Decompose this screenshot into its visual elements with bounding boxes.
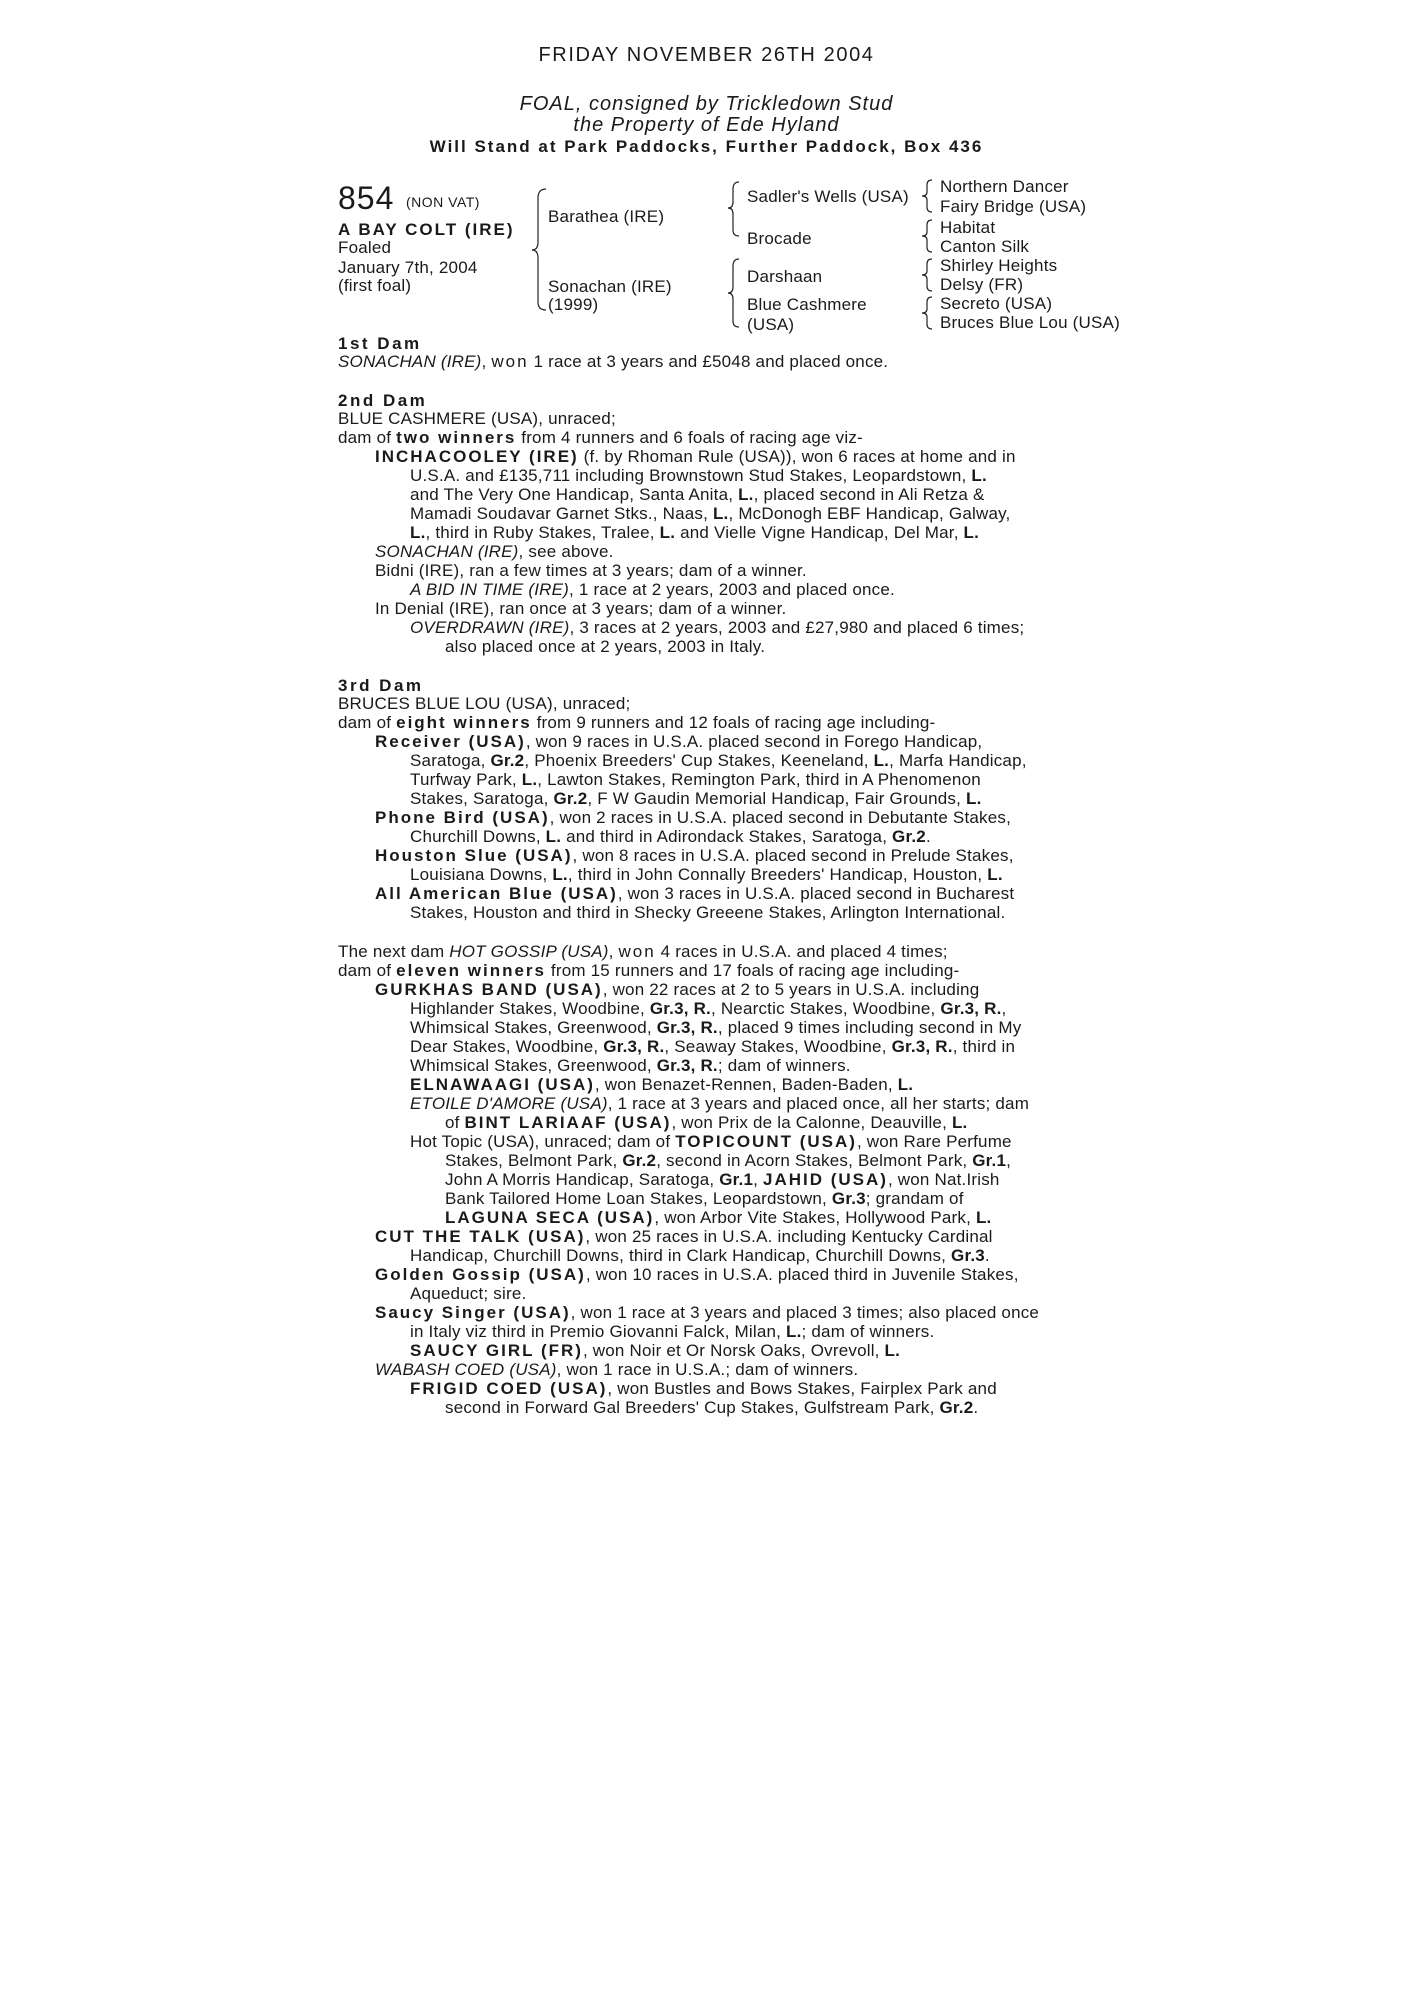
won-word: won — [618, 942, 656, 961]
receiver-line-1 — [375, 732, 982, 751]
horse-name: SONACHAN (IRE) — [375, 542, 519, 561]
text: Bank Tailored Home Loan Stakes, Leopardstown, — [445, 1189, 832, 1208]
horse-name: Saucy Singer (USA) — [375, 1303, 571, 1322]
race-grade: Gr.2 — [553, 789, 588, 808]
pedigree-sire: Barathea (IRE) — [548, 207, 665, 226]
second-dam-name: BLUE CASHMERE (USA), unraced; — [338, 409, 616, 428]
pedigree-dam: Sonachan (IRE) — [548, 277, 672, 296]
horse-name: FRIGID COED (USA) — [410, 1379, 608, 1398]
race-grade: L. — [738, 485, 754, 504]
race-grade: Gr.3, R. — [649, 999, 711, 1018]
text: , won 9 races in U.S.A. placed second in Forego Handicap, — [525, 732, 983, 751]
text: , Marfa Handicap, — [889, 751, 1027, 770]
horse-name: INCHACOOLEY (IRE) — [375, 447, 579, 466]
text: Stakes, Belmont Park, — [445, 1151, 623, 1170]
winners-count: eight winners — [396, 713, 532, 732]
horse-name: JAHID (USA) — [762, 1170, 888, 1189]
etoile-damore-line-1 — [410, 1094, 1029, 1113]
text: , won 22 races at 2 to 5 years in U.S.A. including — [602, 980, 980, 999]
inchacooley-line-1 — [375, 447, 1016, 466]
text: , third in John Connally Breeders' Handicap, Houston, — [567, 865, 988, 884]
horse-name: Golden Gossip (USA) — [375, 1265, 586, 1284]
text: ; dam of winners. — [717, 1056, 851, 1075]
won-word: won — [491, 352, 529, 371]
record-text: 1 race at 3 years and £5048 and placed once. — [528, 352, 889, 371]
horse-name: SAUCY GIRL (FR) — [410, 1341, 583, 1360]
pedigree-sire-sire: Sadler's Wells (USA) — [747, 187, 909, 206]
hot-topic-line-1 — [410, 1132, 1012, 1151]
text: , Lawton Stakes, Remington Park, third in A Phenomenon — [537, 770, 981, 789]
stand-location: Will Stand at Park Paddocks, Further Paddock, Box 436 — [429, 137, 984, 156]
horse-name: All American Blue (USA) — [375, 884, 618, 903]
saucy-singer-line-1 — [375, 1303, 1039, 1322]
text: , won 10 races in U.S.A. placed third in Juvenile Stakes, — [585, 1265, 1019, 1284]
pedigree-sss: Northern Dancer — [940, 177, 1069, 196]
phone-bird-line-1 — [375, 808, 1011, 827]
sonachan-line — [375, 542, 614, 561]
text: in Italy viz third in Premio Giovanni Falck, Milan, — [410, 1322, 787, 1341]
winners-count: two winners — [396, 428, 517, 447]
receiver-line-4 — [410, 789, 982, 808]
pedigree-dss: Shirley Heights — [940, 256, 1058, 275]
pedigree-sdd: Canton Silk — [940, 237, 1030, 256]
text: , won 2 races in U.S.A. placed second in Debutante Stakes, — [549, 808, 1012, 827]
horse-name: A BID IN TIME (IRE) — [410, 580, 570, 599]
text: dam of — [338, 713, 397, 732]
saucy-girl-line — [410, 1341, 900, 1360]
hot-topic-line-3 — [445, 1170, 1000, 1189]
text: , see above. — [518, 542, 614, 561]
race-grade: Gr.2 — [622, 1151, 657, 1170]
horse-name: TOPICOUNT (USA) — [675, 1132, 857, 1151]
horse-name: CUT THE TALK (USA) — [375, 1227, 586, 1246]
text: , won Noir et Or Norsk Oaks, Ovrevoll, — [582, 1341, 885, 1360]
cut-the-talk-line-2 — [410, 1246, 990, 1265]
pedigree-brace-sire-side — [726, 180, 742, 240]
sale-date: FRIDAY NOVEMBER 26TH 2004 — [538, 44, 875, 66]
second-dam-produce — [338, 428, 863, 447]
race-grade: Gr.3 — [951, 1246, 985, 1265]
saucy-singer-line-2 — [410, 1322, 934, 1341]
race-grade: Gr.2 — [939, 1398, 974, 1417]
hot-topic-line-5 — [445, 1208, 991, 1227]
text: Handicap, Churchill Downs, third in Clark Handicap, Churchill Downs, — [410, 1246, 952, 1265]
race-grade: L. — [545, 827, 562, 846]
text: dam of — [338, 428, 397, 447]
text: . — [984, 1246, 990, 1265]
race-grade: L. — [987, 865, 1003, 884]
pedigree-dam-dam: Blue Cashmere — [747, 295, 867, 314]
horse-name: BINT LARIAAF (USA) — [464, 1113, 672, 1132]
text: U.S.A. and £135,711 including Brownstown Stud Stakes, Leopardstown, — [410, 466, 972, 485]
horse-name: ETOILE D'AMORE (USA) — [410, 1094, 608, 1113]
hot-topic-line-2 — [445, 1151, 1011, 1170]
wabash-coed-line — [375, 1360, 858, 1379]
pedigree-dam-sire: Darshaan — [747, 267, 823, 286]
pedigree-ssd: Fairy Bridge (USA) — [940, 197, 1087, 216]
inchacooley-line-5 — [410, 523, 979, 542]
race-grade: Gr.2 — [490, 751, 525, 770]
horse-name: GURKHAS BAND (USA) — [375, 980, 603, 999]
text: , won 8 races in U.S.A. placed second in Prelude Stakes, — [572, 846, 1014, 865]
all-american-blue-line-1 — [375, 884, 1014, 903]
text: , second in Acorn Stakes, Belmont Park, — [656, 1151, 973, 1170]
elnawaagi-line — [410, 1075, 913, 1094]
text: , won Bustles and Bows Stakes, Fairplex Park and — [607, 1379, 997, 1398]
next-dam-produce — [338, 961, 959, 980]
race-grade: Gr.3, R. — [940, 999, 1002, 1018]
text: Dear Stakes, Woodbine, — [410, 1037, 604, 1056]
text: , 1 race at 3 years and placed once, all her starts; dam — [607, 1094, 1030, 1113]
pedigree-sire-dam: Brocade — [747, 229, 812, 248]
gurkhas-band-line-5 — [410, 1056, 851, 1075]
golden-gossip-line-1 — [375, 1265, 1019, 1284]
text: , — [753, 1170, 763, 1189]
foaling-date: January 7th, 2004 — [338, 258, 478, 277]
race-grade: Gr.3, R. — [891, 1037, 953, 1056]
frigid-coed-line-1 — [410, 1379, 997, 1398]
text: , won Arbor Vite Stakes, Hollywood Park, — [654, 1208, 976, 1227]
text: . — [925, 827, 931, 846]
race-grade: Gr.3 — [831, 1189, 866, 1208]
text: , — [1006, 1151, 1012, 1170]
in-denial-line: In Denial (IRE), ran once at 3 years; dam of a winner. — [375, 599, 787, 618]
pedigree-dam-year: (1999) — [548, 295, 599, 314]
race-grade: L. — [975, 1208, 992, 1227]
third-dam-produce — [338, 713, 935, 732]
a-bid-in-time-line — [410, 580, 895, 599]
text: . — [973, 1398, 979, 1417]
text: , won 1 race at 3 years and placed 3 times; also placed once — [570, 1303, 1040, 1322]
race-grade: Gr.3, R. — [656, 1018, 718, 1037]
horse-name: SONACHAN (IRE) — [338, 352, 482, 371]
text: Highlander Stakes, Woodbine, — [410, 999, 650, 1018]
pedigree-brace-dss — [920, 257, 936, 293]
third-dam-heading: 3rd Dam — [338, 676, 424, 695]
gurkhas-band-line-2 — [410, 999, 1006, 1018]
overdrawn-line-2: also placed once at 2 years, 2003 in Italy. — [445, 637, 766, 656]
gurkhas-band-line-3 — [410, 1018, 1021, 1037]
pedigree-brace-gen1 — [530, 186, 550, 314]
cut-the-talk-line-1 — [375, 1227, 993, 1246]
race-grade: L. — [897, 1075, 914, 1094]
text: , placed second in Ali Retza & — [753, 485, 985, 504]
inchacooley-line-4 — [410, 504, 1010, 523]
pedigree-dds: Secreto (USA) — [940, 294, 1053, 313]
horse-name: WABASH COED (USA) — [375, 1360, 557, 1379]
pedigree-ddd: Bruces Blue Lou (USA) — [940, 313, 1120, 332]
text: , F W Gaudin Memorial Handicap, Fair Grounds, — [587, 789, 966, 808]
frigid-coed-line-2 — [445, 1398, 978, 1417]
horse-name: Phone Bird (USA) — [375, 808, 550, 827]
inchacooley-line-2 — [410, 466, 987, 485]
text: , Nearctic Stakes, Woodbine, — [710, 999, 941, 1018]
text: , — [1001, 999, 1007, 1018]
text: Whimsical Stakes, Greenwood, — [410, 1018, 657, 1037]
receiver-line-3 — [410, 770, 981, 789]
houston-slue-line-2 — [410, 865, 1003, 884]
text: Hot Topic (USA), unraced; dam of — [410, 1132, 676, 1151]
pedigree-dsd: Delsy (FR) — [940, 275, 1024, 294]
pedigree-brace-sss — [920, 178, 936, 214]
etoile-damore-line-2 — [445, 1113, 967, 1132]
race-grade: Gr.1 — [719, 1170, 754, 1189]
race-grade: L. — [884, 1341, 901, 1360]
pedigree-dam-dam-origin: (USA) — [747, 315, 795, 334]
race-grade: L. — [552, 865, 568, 884]
text: , Seaway Stakes, Woodbine, — [664, 1037, 892, 1056]
horse-name: Receiver (USA) — [375, 732, 526, 751]
text: John A Morris Handicap, Saratoga, — [445, 1170, 720, 1189]
text: and third in Adirondack Stakes, Saratoga, — [561, 827, 893, 846]
horse-name: LAGUNA SECA (USA) — [445, 1208, 655, 1227]
text: Stakes, Saratoga, — [410, 789, 554, 808]
text: Churchill Downs, — [410, 827, 546, 846]
golden-gossip-line-2: Aqueduct; sire. — [410, 1284, 527, 1303]
text: , third in Ruby Stakes, Tralee, — [425, 523, 660, 542]
text: , won Prix de la Calonne, Deauville, — [671, 1113, 952, 1132]
text: 4 races in U.S.A. and placed 4 times; — [655, 942, 948, 961]
text: Louisiana Downs, — [410, 865, 553, 884]
pedigree-sds: Habitat — [940, 218, 996, 237]
text: , won Benazet-Rennen, Baden-Baden, — [594, 1075, 898, 1094]
second-dam-heading: 2nd Dam — [338, 391, 428, 410]
next-dam-line-1: The next dam HOT GOSSIP (USA), won 4 races in U.S.A. and placed 4 times; — [338, 942, 948, 961]
race-grade: L. — [971, 466, 987, 485]
receiver-line-2 — [410, 751, 1027, 770]
text: , won 1 race in U.S.A.; dam of winners. — [556, 1360, 859, 1379]
horse-name: HOT GOSSIP (USA) — [449, 942, 609, 961]
all-american-blue-line-2: Stakes, Houston and third in Shecky Greeene Stakes, Arlington International. — [410, 903, 1006, 922]
horse-name: OVERDRAWN (IRE) — [410, 618, 570, 637]
text: , won 25 races in U.S.A. including Kentucky Cardinal — [585, 1227, 993, 1246]
race-grade: L. — [963, 523, 980, 542]
bidni-line: Bidni (IRE), ran a few times at 3 years; dam of a winner. — [375, 561, 807, 580]
horse-name: Houston Slue (USA) — [375, 846, 573, 865]
text: Mamadi Soudavar Garnet Stks., Naas, — [410, 504, 713, 523]
first-dam-record: SONACHAN (IRE), won 1 race at 3 years and £5048 and placed once. — [338, 352, 889, 371]
first-dam-heading: 1st Dam — [338, 334, 422, 353]
text: , 1 race at 2 years, 2003 and placed once. — [569, 580, 895, 599]
race-grade: L. — [410, 523, 426, 542]
text: ; dam of winners. — [801, 1322, 935, 1341]
gurkhas-band-line-4 — [410, 1037, 1015, 1056]
text: from 9 runners and 12 foals of racing age including- — [531, 713, 936, 732]
text: from 15 runners and 17 foals of racing age including- — [546, 961, 960, 980]
text: , won Rare Perfume — [856, 1132, 1012, 1151]
text: , McDonogh EBF Handicap, Galway, — [728, 504, 1011, 523]
horse-name: ELNAWAAGI (USA) — [410, 1075, 595, 1094]
text: , won 3 races in U.S.A. placed second in Bucharest — [617, 884, 1015, 903]
text: and The Very One Handicap, Santa Anita, — [410, 485, 739, 504]
overdrawn-line-1 — [410, 618, 1024, 637]
text: Whimsical Stakes, Greenwood, — [410, 1056, 657, 1075]
text: , placed 9 times including second in My — [717, 1018, 1022, 1037]
houston-slue-line-1 — [375, 846, 1014, 865]
race-grade: L. — [521, 770, 538, 789]
inchacooley-line-3 — [410, 485, 985, 504]
race-grade: Gr.1 — [972, 1151, 1007, 1170]
winners-count: eleven winners — [396, 961, 546, 980]
text: , Phoenix Breeders' Cup Stakes, Keeneland, — [524, 751, 874, 770]
race-grade: Gr.3, R. — [603, 1037, 665, 1056]
text: Turfway Park, — [410, 770, 522, 789]
text: and Vielle Vigne Handicap, Del Mar, — [675, 523, 964, 542]
text: , won Nat.Irish — [887, 1170, 1000, 1189]
lot-number: 854 — [338, 180, 395, 216]
phone-bird-line-2 — [410, 827, 931, 846]
foaled-label: Foaled — [338, 238, 392, 257]
text: from 4 runners and 6 foals of racing age viz- — [516, 428, 863, 447]
text: , 3 races at 2 years, 2003 and £27,980 and placed 6 times; — [569, 618, 1025, 637]
race-grade: Gr.2 — [892, 827, 926, 846]
gurkhas-band-line-1 — [375, 980, 979, 999]
text: (f. by Rhoman Rule (USA)), won 6 races at home and in — [578, 447, 1016, 466]
hot-topic-line-4 — [445, 1189, 964, 1208]
foal-note: (first foal) — [338, 276, 412, 295]
race-grade: Gr.3, R. — [656, 1056, 718, 1075]
property-line: the Property of Ede Hyland — [573, 114, 840, 136]
pedigree-brace-sds — [920, 218, 936, 254]
text: , third in — [952, 1037, 1016, 1056]
text: dam of — [338, 961, 397, 980]
horse-description: A BAY COLT (IRE) — [338, 220, 515, 239]
pedigree-brace-dam-side — [726, 257, 742, 331]
text: of — [445, 1113, 465, 1132]
pedigree-brace-dds — [920, 295, 936, 331]
consignor-line: FOAL, consigned by Trickledown Stud — [519, 93, 894, 115]
text: second in Forward Gal Breeders' Cup Stakes, Gulfstream Park, — [445, 1398, 940, 1417]
race-grade: L. — [786, 1322, 802, 1341]
vat-status: (NON VAT) — [406, 194, 480, 210]
third-dam-name: BRUCES BLUE LOU (USA), unraced; — [338, 694, 631, 713]
race-grade: L. — [712, 504, 729, 523]
race-grade: L. — [965, 789, 982, 808]
race-grade: L. — [873, 751, 890, 770]
race-grade: L. — [659, 523, 676, 542]
race-grade: L. — [951, 1113, 968, 1132]
text: The next dam — [338, 942, 450, 961]
text: ; grandam of — [865, 1189, 964, 1208]
text: Saratoga, — [410, 751, 491, 770]
